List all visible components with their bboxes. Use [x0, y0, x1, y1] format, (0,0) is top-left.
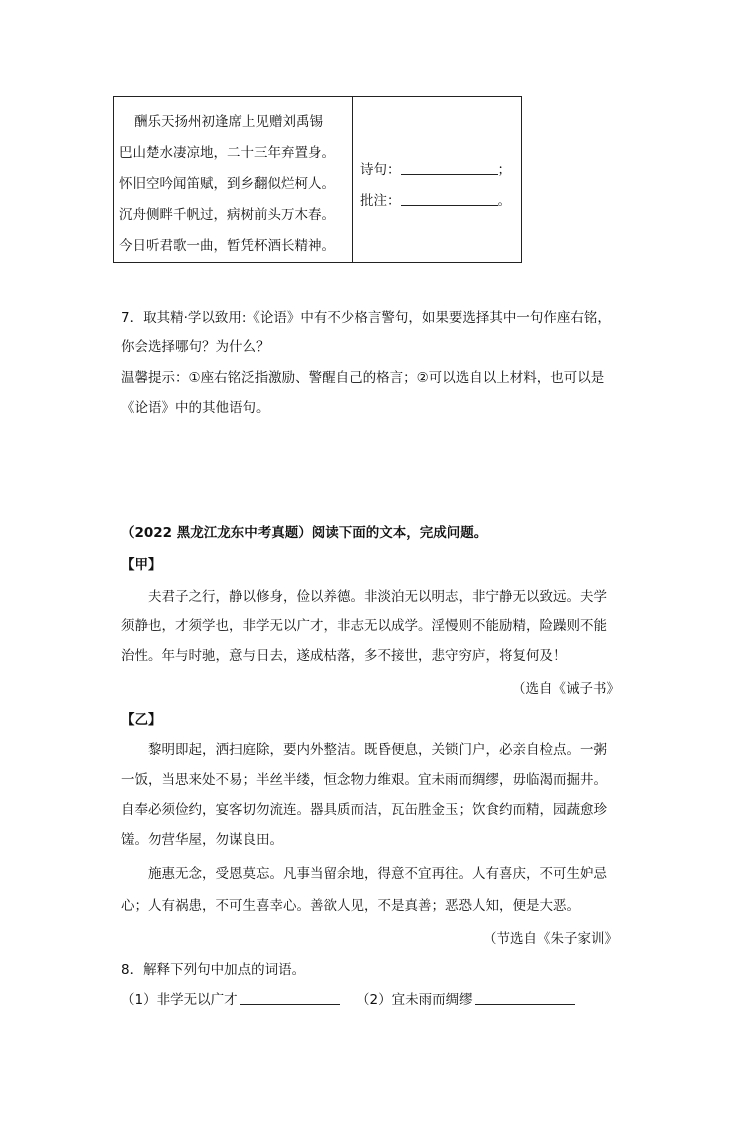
verse-blank[interactable] [401, 162, 498, 175]
note-end: 。 [497, 193, 511, 209]
yi-p2-line-1: 施惠无念，受恩莫忘。凡事当留余地，得意不宜再往。人有喜庆，不可生妒忌 [148, 866, 607, 882]
poem-table [113, 96, 522, 263]
note-label: 批注： [360, 193, 401, 209]
jia-line-1: 夫君子之行，静以修身，俭以养德。非淡泊无以明志，非宁静无以致远。夫学 [148, 589, 607, 605]
jia-source: （选自《诫子书》 [512, 681, 620, 697]
q8-item-2 [356, 988, 575, 1008]
verse-end: ； [497, 162, 511, 178]
poem-line-3: 沉舟侧畔千帆过，病树前头万木春。 [119, 207, 335, 223]
answer-line-note [360, 189, 511, 209]
yi-p1-line-1: 黎明即起，洒扫庭除，要内外整洁。既昏便息，关锁门户，必亲自检点。一粥 [148, 742, 607, 758]
answer-line-verse [360, 158, 511, 178]
jia-line-3: 治性。年与时驰，意与日去，遂成枯落，多不接世，悲守穷庐，将复何及！ [121, 648, 567, 664]
q8-item-1-blank[interactable] [240, 992, 340, 1005]
poem-title: 酬乐天扬州初逢席上见赠刘禹锡 [134, 114, 323, 130]
poem-line-1: 巴山楚水凄凉地，二十三年弃置身。 [119, 145, 335, 161]
q8-item-1-text: （1）非学无以广才 [121, 992, 238, 1008]
q8-item-2-blank[interactable] [475, 992, 575, 1005]
yi-source: （节选自《朱子家训》 [483, 931, 618, 947]
q8-item-2-text: （2）宜未雨而绸缪 [356, 992, 473, 1008]
poem-line-2: 怀旧空吟闻笛赋，到乡翻似烂柯人。 [119, 176, 335, 192]
q7-tip-line2: 《论语》中的其他语句。 [121, 400, 270, 416]
q8-stem: 8．解释下列句中加点的词语。 [121, 962, 306, 978]
yi-p1-line-2: 一饭，当思来处不易；半丝半缕，恒念物力维艰。宜未雨而绸缪，毋临渴而掘井。 [121, 772, 607, 788]
jia-line-2: 须静也，才须学也，非学无以广才，非志无以成学。淫慢则不能励精，险躁则不能 [121, 618, 607, 634]
q8-item-1 [121, 988, 340, 1008]
verse-label: 诗句： [360, 162, 401, 178]
yi-p1-line-4: 馐。勿营华屋，勿谋良田。 [121, 832, 283, 848]
q7-tip-line1: 温馨提示：①座右铭泛指激励、警醒自己的格言；②可以选自以上材料，也可以是 [121, 370, 605, 386]
yi-label: 【乙】 [121, 712, 162, 728]
jia-label: 【甲】 [121, 557, 162, 573]
yi-p2-line-2: 心；人有祸患，不可生喜幸心。善欲人见，不是真善；恶恐人知，便是大恶。 [121, 898, 580, 914]
q7-line1: 7．取其精·学以致用:《论语》中有不少格言警句，如果要选择其中一句作座右铭， [121, 310, 611, 326]
yi-p1-line-3: 自奉必须俭约，宴客切勿流连。器具质而洁，瓦缶胜金玉；饮食约而精，园蔬愈珍 [121, 802, 607, 818]
poem-line-4: 今日听君歌一曲，暂凭杯酒长精神。 [119, 238, 335, 254]
q7-line2: 你会选择哪句？为什么？ [121, 339, 270, 355]
note-blank[interactable] [401, 193, 498, 206]
section-heading: （2022 黑龙江龙东中考真题）阅读下面的文本，完成问题。 [121, 525, 488, 541]
table-divider [352, 97, 353, 262]
